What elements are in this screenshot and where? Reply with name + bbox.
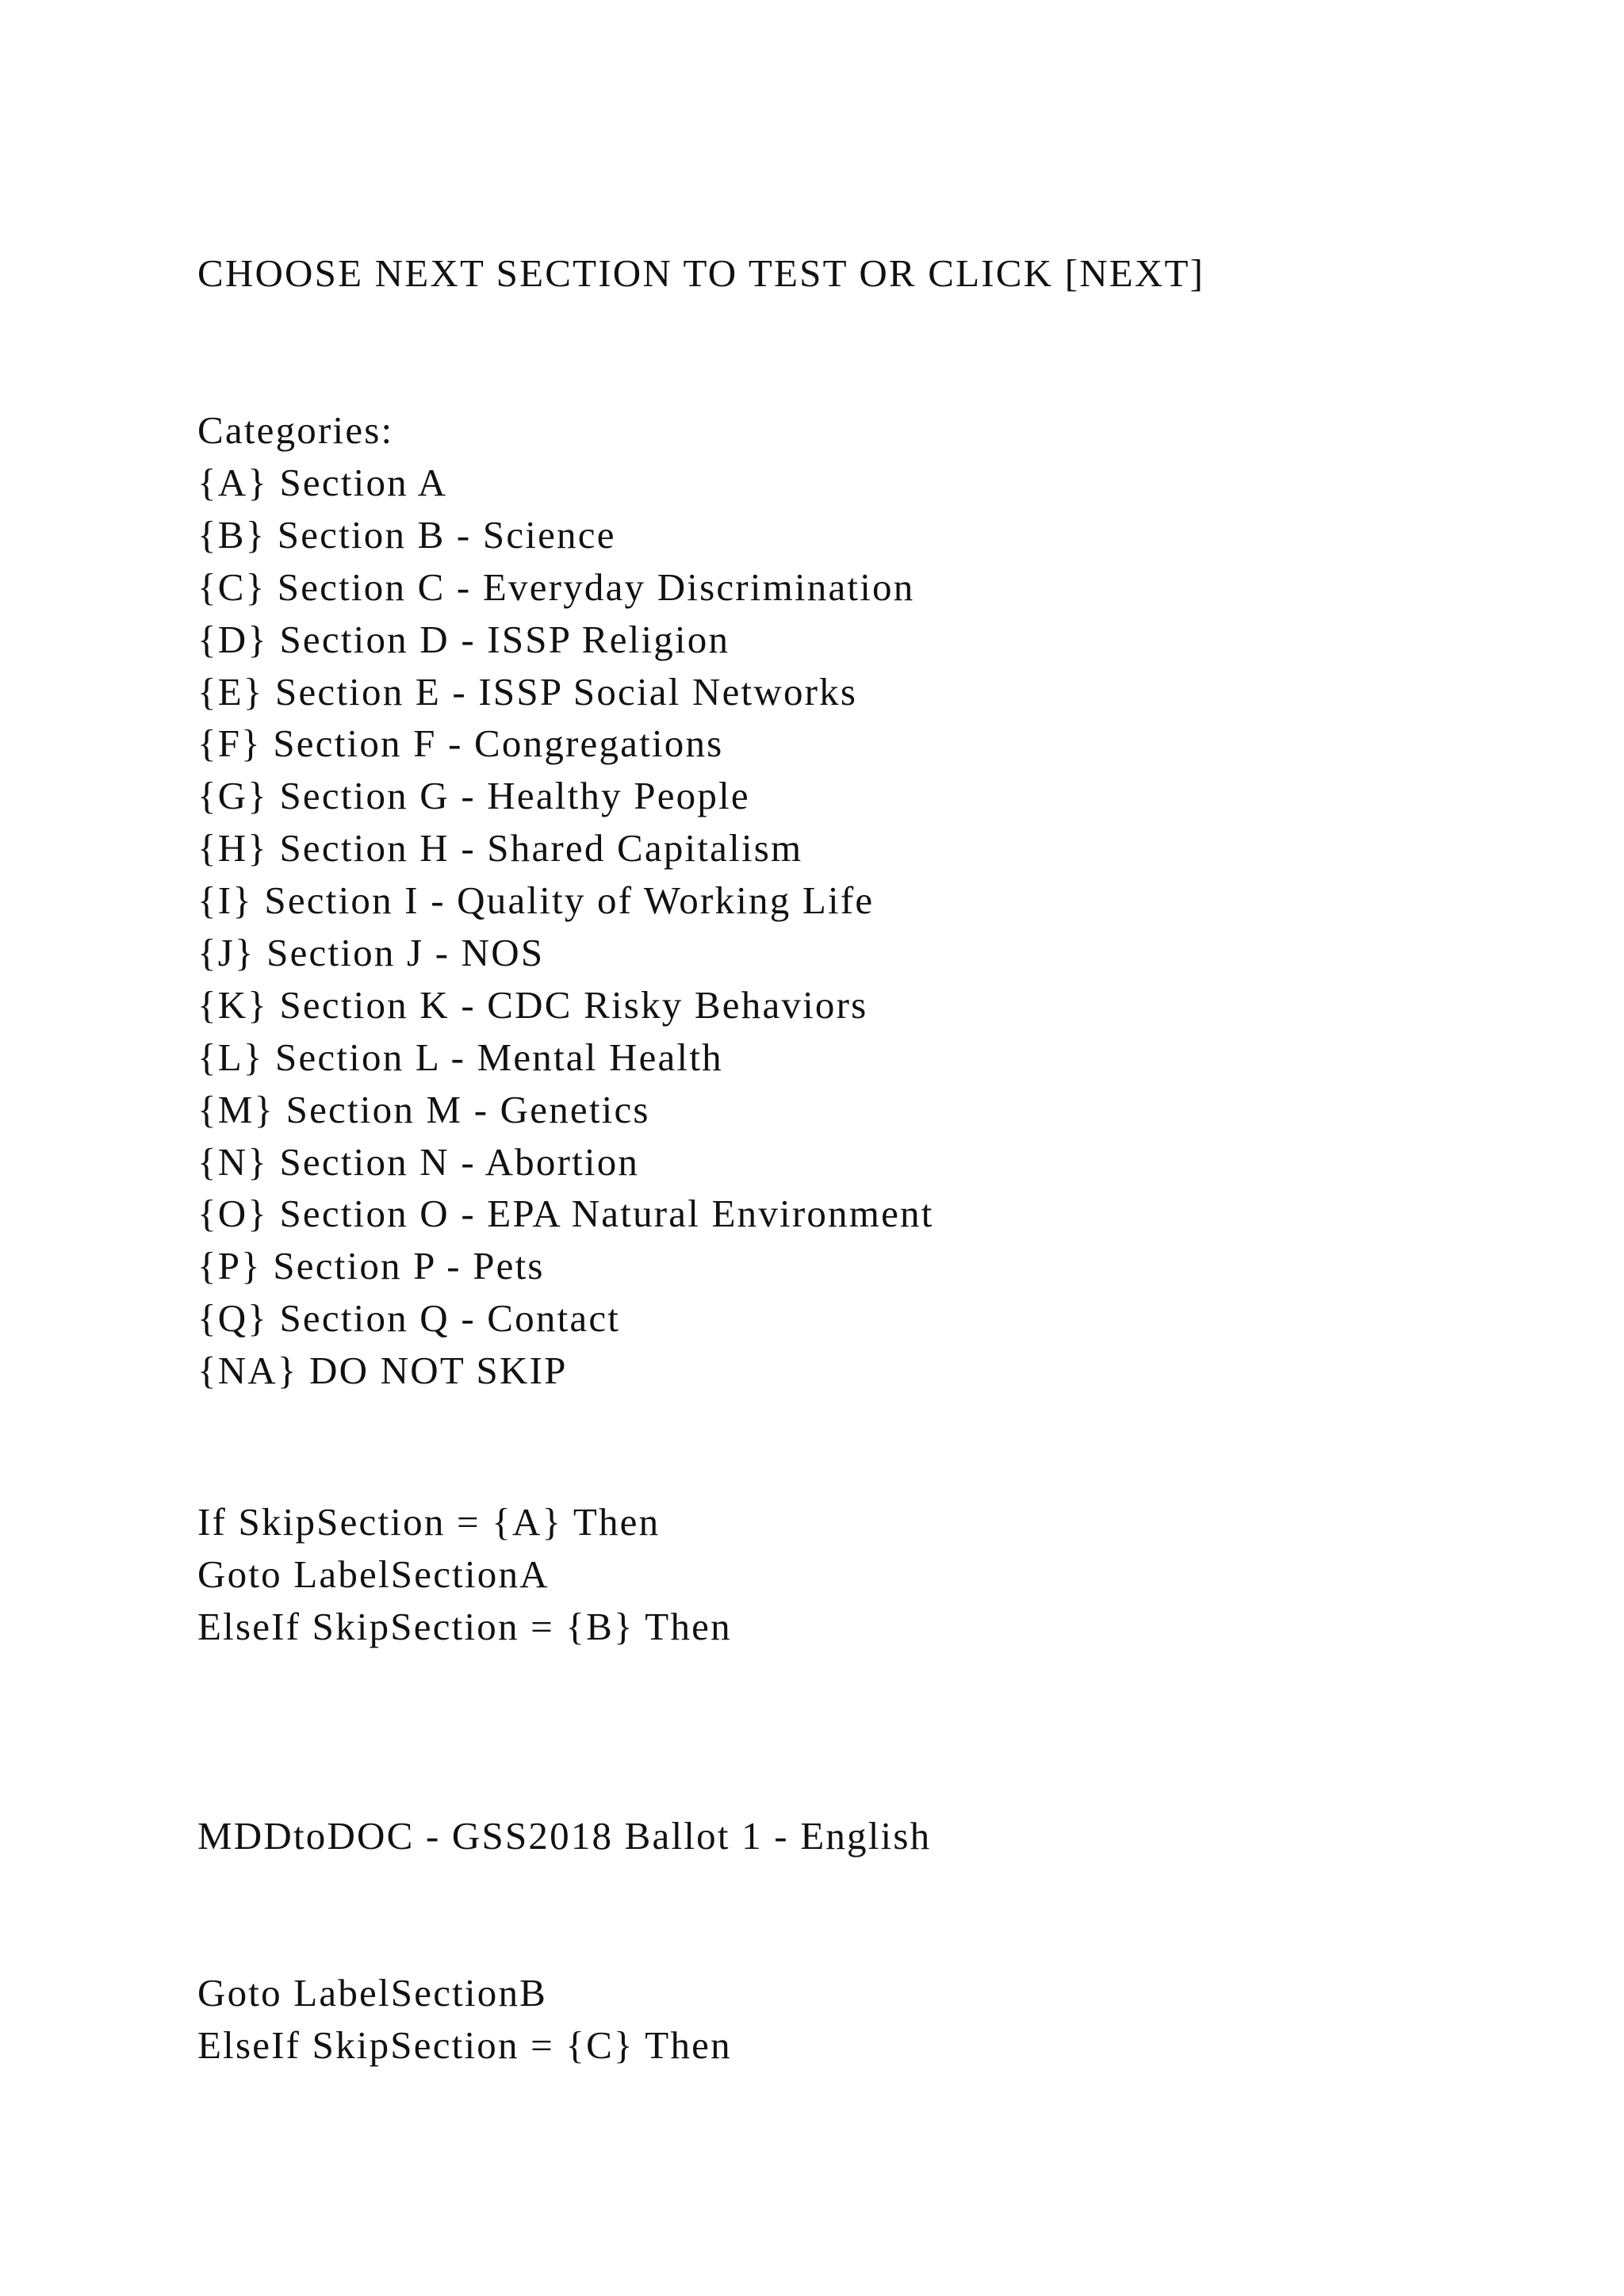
skip-logic-block-2: [197, 1967, 732, 2072]
category-item-l: {L} Section L - Mental Health: [197, 1035, 723, 1079]
category-item-b: {B} Section B - Science: [197, 512, 616, 557]
category-item-k: {K} Section K - CDC Risky Behaviors: [197, 982, 868, 1027]
category-item-o: {O} Section O - EPA Natural Environment: [197, 1192, 934, 1236]
category-item-c: {C} Section C - Everyday Discrimination: [197, 564, 915, 609]
category-item-d: {D} Section D - ISSP Religion: [197, 617, 730, 661]
category-list: [197, 457, 934, 1397]
category-item-i: {I} Section I - Quality of Working Life: [197, 878, 875, 923]
category-item-n: {N} Section N - Abortion: [197, 1139, 640, 1184]
category-item-a: {A} Section A: [197, 461, 448, 504]
categories-label: Categories:: [197, 408, 394, 452]
category-item-q: {Q} Section Q - Contact: [197, 1296, 621, 1341]
category-item-p: {P} Section P - Pets: [197, 1244, 545, 1288]
category-item-e: {E} Section E - ISSP Social Networks: [197, 669, 858, 714]
category-item-g: {G} Section G - Healthy People: [197, 774, 750, 818]
category-item-m: {M} Section M - Genetics: [197, 1087, 650, 1131]
code-line: Goto LabelSectionA: [197, 1552, 550, 1596]
category-item-f: {F} Section F - Congregations: [197, 721, 724, 766]
code-line: If SkipSection = {A} Then: [197, 1500, 661, 1544]
document-footer-title: MDDtoDOC - GSS2018 Ballot 1 - English: [197, 1814, 932, 1858]
category-item-j: {J} Section J - NOS: [197, 931, 545, 975]
code-line: ElseIf SkipSection = {B} Then: [197, 1605, 732, 1648]
skip-logic-block-1: [197, 1496, 732, 1653]
code-line: ElseIf SkipSection = {C} Then: [197, 2023, 732, 2067]
category-item-h: {H} Section H - Shared Capitalism: [197, 826, 803, 871]
category-item-na: {NA} DO NOT SKIP: [197, 1349, 568, 1393]
code-line: Goto LabelSectionB: [197, 1971, 548, 2015]
page-heading: CHOOSE NEXT SECTION TO TEST OR CLICK [NEXT]: [197, 251, 1205, 295]
